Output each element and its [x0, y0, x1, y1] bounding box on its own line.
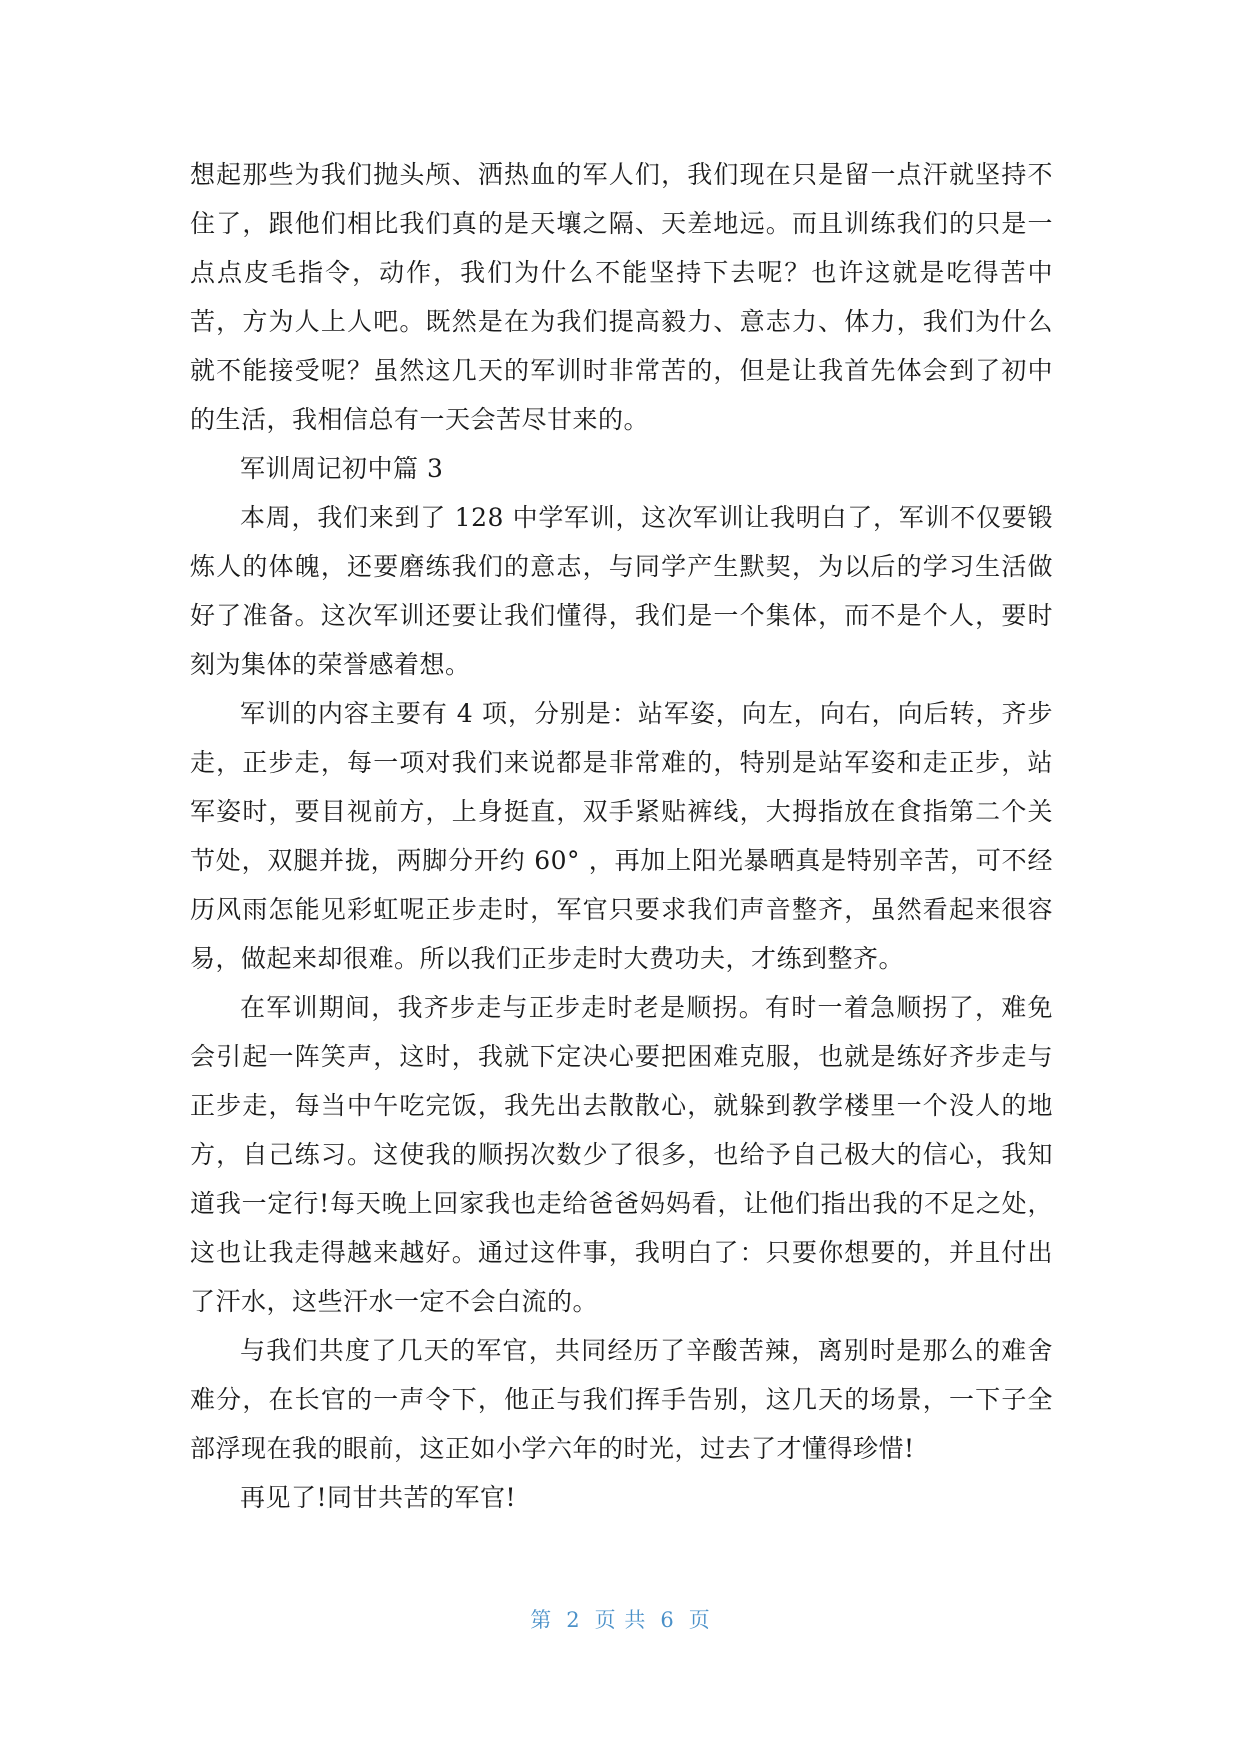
- page-footer: [0, 1604, 1241, 1634]
- footer-page-number: 2: [566, 1608, 581, 1632]
- paragraph-training-period: 在军训期间，我齐步走与正步走时老是顺拐。有时一着急顺拐了，难免会引起一阵笑声，这时，我就下定决心要把困难克服，也就是练好齐步走与正步走，每当中午吃完饭，我先出去散散心，就躲到教学楼里一个没人的地方，自己练习。这使我的顺拐次数少了很多，也给予自己极大的信心，我知道我一定行!每天晚上回家我也走给爸爸妈妈看，让他们指出我的不足之处，这也让我走得越来越好。通过这件事，我明白了：只要你想要的，并且付出了汗水，这些汗水一定不会白流的。: [190, 993, 1053, 1316]
- paragraph-training-content: 军训的内容主要有 4 项，分别是：站军姿，向左，向右，向后转，齐步走，正步走，每一项对我们来说都是非常难的，特别是站军姿和走正步，站军姿时，要目视前方，上身挺直，双手紧贴裤线，大拇指放在食指第二个关节处，双腿并拢，两脚分开约 60° ，再加上阳光暴晒真是特别辛苦，可不经历风雨怎能见彩虹呢正步走时，军官只要求我们声音整齐，虽然看起来很容易，做起来却很难。所以我们正步走时大费功夫，才练到整齐。: [190, 699, 1053, 973]
- footer-middle: 页 共: [594, 1608, 647, 1632]
- document-body: [190, 150, 1053, 1522]
- section-heading: 军训周记初中篇 3: [240, 454, 444, 483]
- paragraph-intro: 本周，我们来到了 128 中学军训，这次军训让我明白了，军训不仅要锻炼人的体魄，还要磨练我们的意志，与同学产生默契，为以后的学习生活做好了准备。这次军训还要让我们懂得，我们是一个集体，而不是个人，要时刻为集体的荣誉感着想。: [190, 503, 1053, 679]
- paragraph-continuation: 想起那些为我们抛头颅、洒热血的军人们，我们现在只是留一点汗就坚持不住了，跟他们相比我们真的是天壤之隔、天差地远。而且训练我们的只是一点点皮毛指令，动作，我们为什么不能坚持下去呢？也许这就是吃得苦中苦，方为人上人吧。既然是在为我们提高毅力、意志力、体力，我们为什么就不能接受呢？虽然这几天的军训时非常苦的，但是让我首先体会到了初中的生活，我相信总有一天会苦尽甘来的。: [190, 160, 1053, 434]
- paragraph-goodbye: 再见了!同甘共苦的军官!: [240, 1483, 517, 1512]
- footer-prefix: 第: [530, 1608, 553, 1632]
- footer-suffix: 页: [688, 1608, 711, 1632]
- footer-total-pages: 6: [660, 1608, 675, 1632]
- paragraph-farewell: 与我们共度了几天的军官，共同经历了辛酸苦辣，离别时是那么的难舍难分，在长官的一声令下，他正与我们挥手告别，这几天的场景，一下子全部浮现在我的眼前，这正如小学六年的时光，过去了才懂得珍惜!: [190, 1336, 1053, 1463]
